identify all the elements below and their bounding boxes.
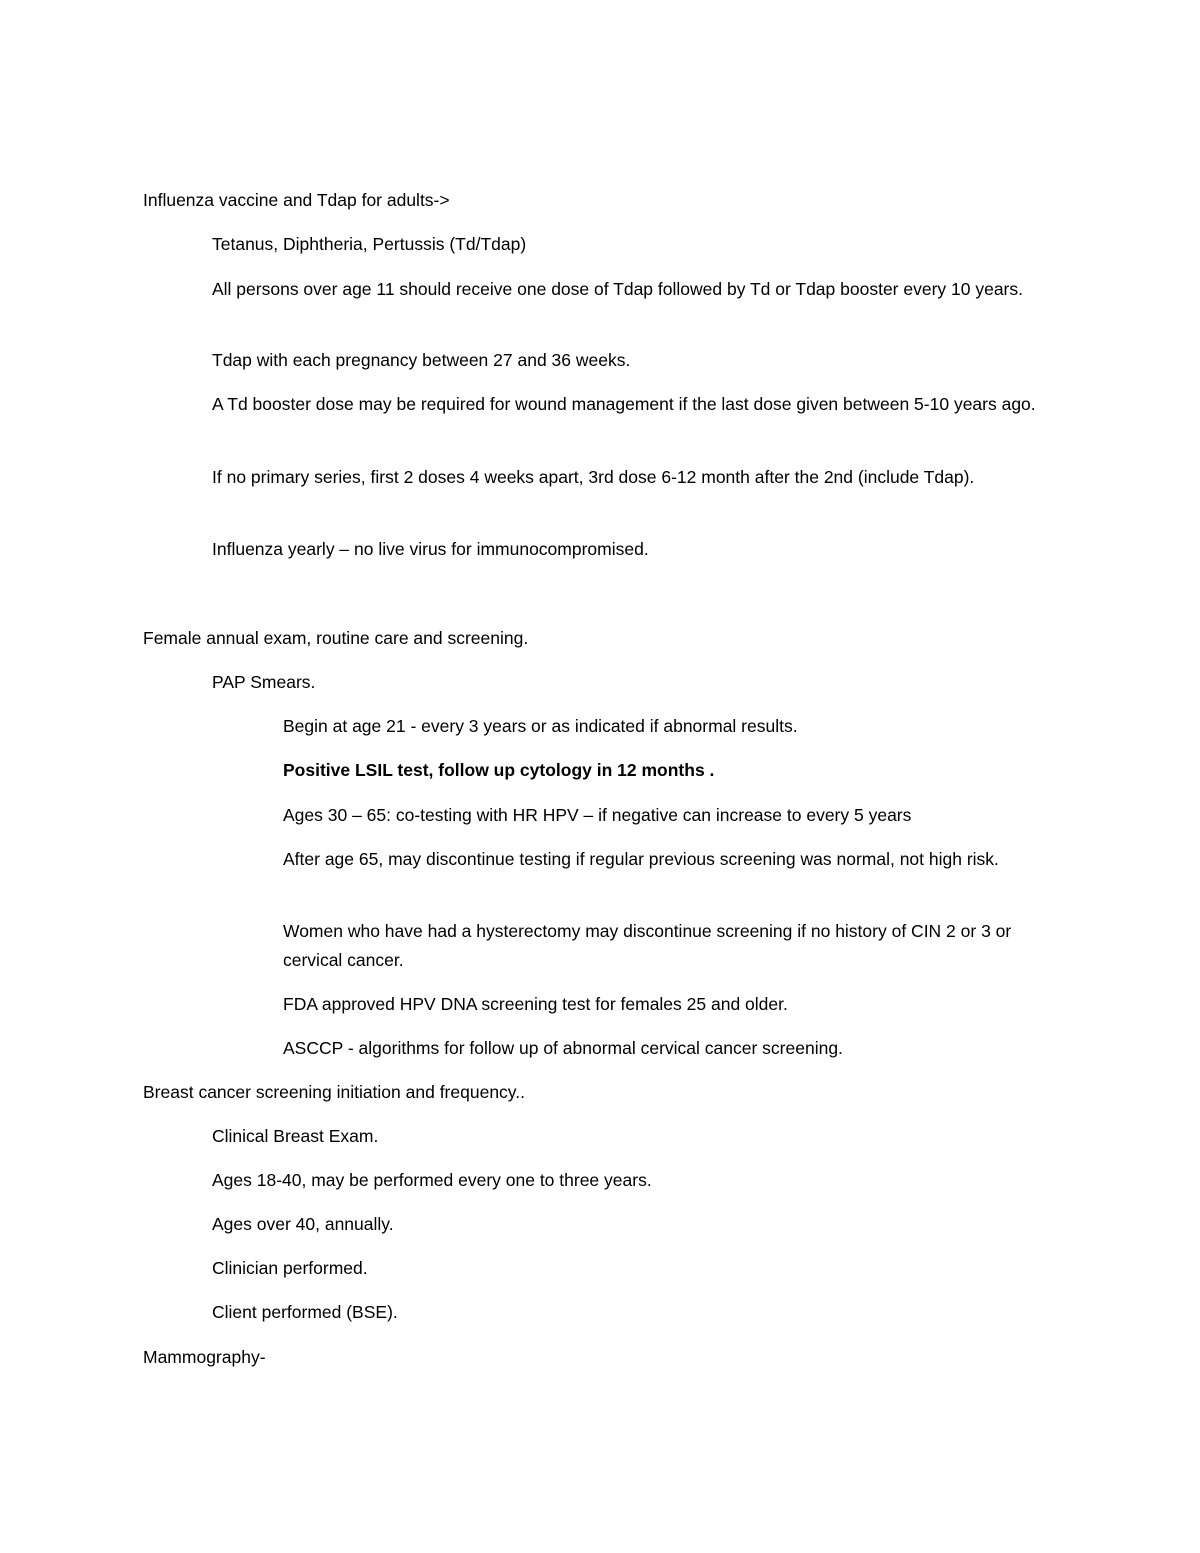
client-performed: Client performed (BSE). [212, 1302, 398, 1322]
primary-series: If no primary series, first 2 doses 4 weeks apart, 3rd dose 6-12 month after the 2nd (include Tdap). [212, 467, 975, 487]
heading-female-annual-exam: Female annual exam, routine care and screening. [143, 628, 529, 648]
pap-fda-hpv: FDA approved HPV DNA screening test for females 25 and older. [283, 994, 788, 1014]
clinician-performed: Clinician performed. [212, 1258, 368, 1278]
ages-over-40: Ages over 40, annually. [212, 1214, 394, 1234]
heading-breast-cancer-screening: Breast cancer screening initiation and frequency.. [143, 1082, 525, 1102]
pap-after-65: After age 65, may discontinue testing if regular previous screening was normal, not high risk. [283, 849, 999, 869]
pap-asccp: ASCCP - algorithms for follow up of abnormal cervical cancer screening. [283, 1038, 843, 1058]
tdap-all-persons: All persons over age 11 should receive one dose of Tdap followed by Td or Tdap booster every 10 years. [212, 279, 1023, 299]
clinical-breast-exam: Clinical Breast Exam. [212, 1126, 379, 1146]
pap-hysterectomy: Women who have had a hysterectomy may discontinue screening if no history of CIN 2 or 3 or cervical cancer. [283, 921, 1012, 970]
pap-positive-lsil: Positive LSIL test, follow up cytology in 12 months . [283, 760, 715, 780]
pap-ages-30-65: Ages 30 – 65: co-testing with HR HPV – if negative can increase to every 5 years [283, 805, 912, 825]
ages-18-40: Ages 18-40, may be performed every one to three years. [212, 1170, 652, 1190]
pap-begin-age: Begin at age 21 - every 3 years or as indicated if abnormal results. [283, 716, 798, 736]
influenza-yearly: Influenza yearly – no live virus for immunocompromised. [212, 539, 649, 559]
td-booster-wound: A Td booster dose may be required for wound management if the last dose given between 5-10 years ago. [212, 394, 1036, 414]
heading-mammography: Mammography- [143, 1347, 266, 1367]
pap-smears-title: PAP Smears. [212, 672, 316, 692]
tdap-title: Tetanus, Diphtheria, Pertussis (Td/Tdap) [212, 234, 527, 254]
tdap-pregnancy: Tdap with each pregnancy between 27 and 36 weeks. [212, 350, 631, 370]
heading-influenza-tdap: Influenza vaccine and Tdap for adults-> [143, 190, 450, 210]
